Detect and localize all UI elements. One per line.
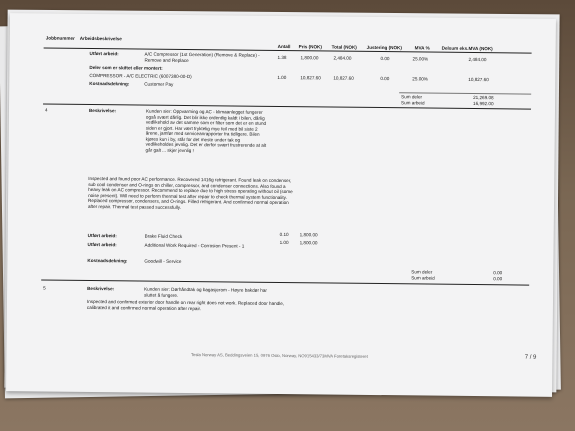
deler-value: COMPRESSOR - A/C ELECTRIC (6007380-00-D) — [89, 72, 192, 80]
line2-delsum: 10,827.60 — [468, 76, 489, 83]
technician-notes: Inspected and found poor AC performance. Recovered 1416g refrigerant. Found leak on condenser, sub cool condenser and O-rings on chiller, compressor, and condenser connections. Also found a heavy leak on AC compressor. Recommend to replace due to high stress operating without oil (some noise present). Will need to perform thermal test after repair to check thermal system functionality. Replaced compressor, condensers, and O-rings. Filled refrigerant. And confirmed normal operation after repair. Thermal test passed successfully. — [87, 175, 293, 210]
line2-mva: 25.00% — [412, 76, 428, 82]
deler-label: Deler som er skiftet eller montert: — [89, 64, 163, 71]
sum-deler-label: Sum deler — [411, 269, 433, 275]
col-jobbnummer: Jobbnummer — [45, 35, 75, 41]
customer-description: Kunden sier: Dørhåndtak og bagasjerom - Høyre bakdør har sluttet å fungere. — [144, 286, 267, 298]
kostnad-label: Kostnadsdekning: — [89, 80, 130, 87]
sum-arbeid-label: Sum arbeid — [401, 100, 425, 106]
sum-deler-value: 21,269.08 — [473, 95, 494, 101]
line2-antall: 1.00 — [277, 74, 287, 81]
kostnad-label: Kostnadsdekning: — [87, 257, 128, 264]
utfort2-antall: 1.00 — [279, 239, 289, 246]
job-number: 5 — [43, 285, 46, 291]
col-total: Total (NOK) — [331, 44, 357, 50]
invoice-page — [6, 13, 556, 397]
page-footer: Tesla Norway AS, Beddingsveien 15, 0976 Oslo, Norway, NO915433/73MVA Foretaksregisteret — [191, 352, 368, 359]
job-divider — [41, 279, 529, 285]
beskrivelse-label: Beskrivelse: — [87, 285, 115, 292]
kostnad-value: Goodwill - Service — [144, 258, 182, 264]
utfort-value: Brake Fluid Check — [144, 233, 183, 239]
line1-justering: 0.00 — [380, 56, 390, 62]
col-pris: Pris (NOK) — [298, 44, 322, 50]
col-justering: Justering (NOK) — [366, 44, 402, 51]
utfort1-pris: 1,800.00 — [299, 232, 318, 238]
job-number: 4 — [44, 107, 48, 113]
col-arbeidsbeskrivelse: Arbeidsbeskrivelse — [79, 35, 122, 42]
line1-antall: 1.38 — [277, 54, 287, 61]
line2-pris: 10,827.60 — [300, 75, 321, 81]
kostnad-value: Customer Pay — [144, 81, 174, 87]
utfort-label: Utført arbeid: — [87, 232, 117, 239]
line1-delsum: 2,484.00 — [468, 56, 487, 63]
utfort-value: Additional Work Required - Corrosion Present - 1 — [144, 242, 245, 249]
line1-mva: 25.00% — [412, 56, 429, 62]
sum-arbeid-value: 16,992.00 — [473, 101, 494, 107]
utfort1-antall: 0.10 — [279, 231, 289, 238]
page-number: 7 / 9 — [524, 354, 537, 361]
sum-arbeid-label: Sum arbeid — [411, 275, 435, 281]
utfort-label: Utført arbeid: — [89, 50, 119, 57]
line1-pris: 1,800.00 — [300, 55, 319, 61]
line2-total: 10,827.60 — [333, 75, 354, 81]
utfort-value: A/C Compressor (1st Generation) (Remove & Replace) - Remove and Replace — [144, 51, 260, 63]
technician-notes: Inspected and confirmed exterior door handle on rear right does not work. Replaced door handle, calibrated it and confirmed normal operation after repair. — [86, 298, 285, 311]
line1-total: 2,484.00 — [333, 55, 352, 61]
sum-deler-value: 0.00 — [493, 270, 503, 276]
utfort2-pris: 1,800.00 — [299, 240, 318, 246]
col-delsum: Delsum eks.MVA (NOK) — [441, 45, 493, 52]
sum-arbeid-value: 0.00 — [493, 276, 503, 282]
col-antall: Antall — [277, 43, 291, 50]
customer-description: Kunden sier: Oppvarming og AC - klimaanlegget fungerer også svært dårlig. Det blir ikke ordentlig kaldt i bilen, dårlig vedlikehold av det samme som er filter som det er en stund siden er gjort. Har vært fryktelig mye feil med bil siste 2 årene, jamfør med serviceanrapporter fra tidligere. Bilen kjøres kun i by, står for det meste under tak og vedlikeholdes jevnlig. Det er derfor svært frustrerende at alt går galt ... skjer jevnlig ! — [145, 108, 267, 153]
job-divider — [43, 104, 531, 110]
utfort-label: Utført arbeid: — [87, 241, 117, 248]
sum-deler-label: Sum deler — [401, 94, 423, 100]
beskrivelse-label: Beskrivelse: — [88, 107, 117, 114]
line2-justering: 0.00 — [380, 76, 390, 82]
col-mva: MVA % — [414, 45, 430, 51]
